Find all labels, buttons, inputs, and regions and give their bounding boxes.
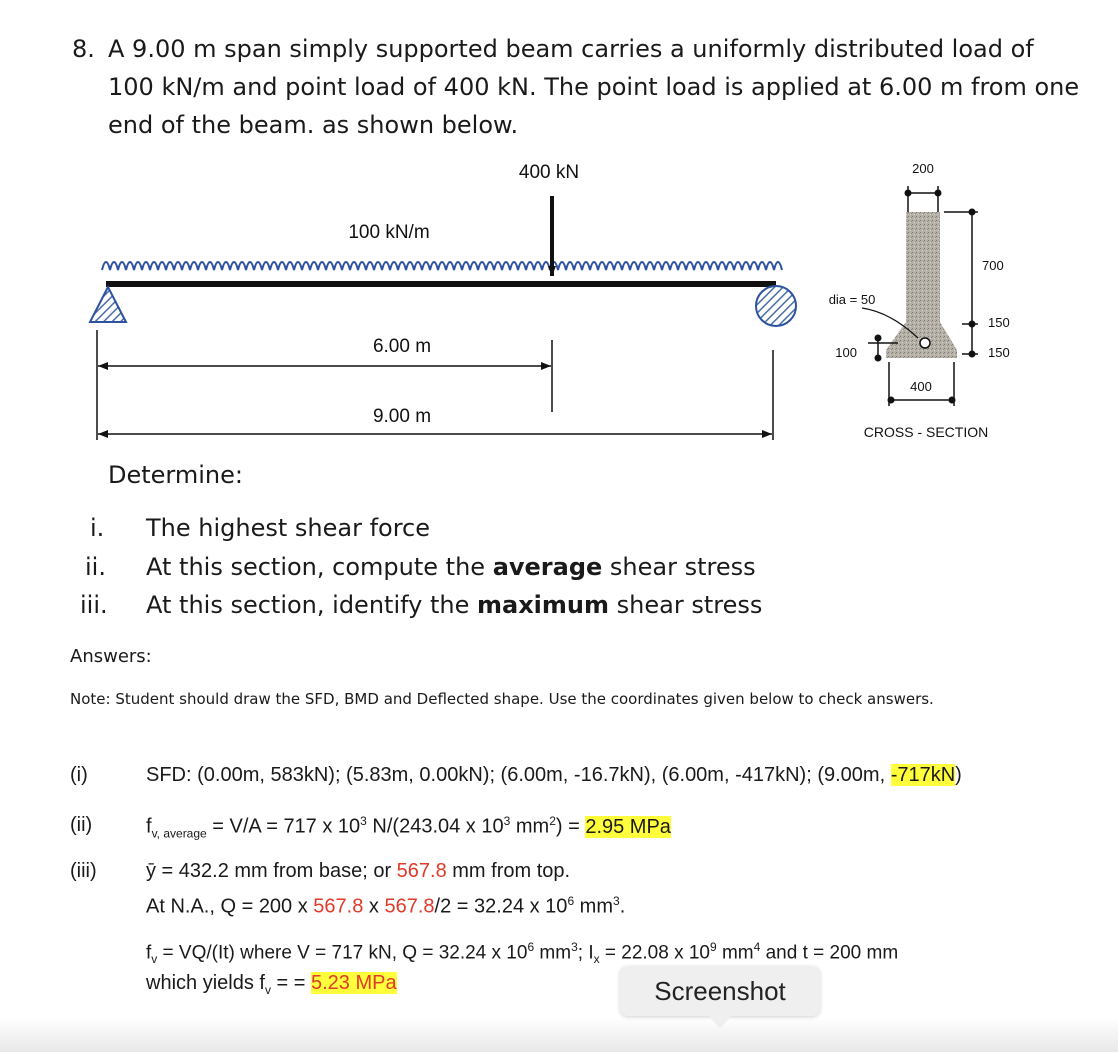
determine-num-1: i. — [90, 514, 105, 542]
section-top-width: 200 — [912, 161, 934, 176]
answer-iii-label: (iii) — [70, 860, 97, 882]
cross-section — [829, 161, 1010, 440]
answers-heading: Answers: — [70, 646, 152, 667]
roller-support — [756, 286, 796, 326]
determine-item-3: At this section, identify the maximum shear stress — [146, 591, 763, 619]
point-load-label: 400 kN — [518, 162, 580, 183]
section-haunch: 150 — [988, 315, 1010, 330]
section-cover: 100 — [835, 345, 857, 360]
section-web-height: 700 — [982, 258, 1004, 273]
determine-item-1: The highest shear force — [146, 514, 431, 542]
question-line-1: A 9.00 m span simply supported beam carries a uniformly distributed load of — [108, 35, 1034, 63]
answer-i: SFD: (0.00m, 583kN); (5.83m, 0.00kN); (6.00m, -16.7kN), (6.00m, -417kN); (9.00m, -717kN) — [146, 764, 962, 786]
section-base-width: 400 — [910, 379, 932, 394]
section-shape — [886, 212, 957, 358]
answer-i-label: (i) — [70, 764, 88, 786]
answer-ii-label: (ii) — [70, 814, 93, 836]
determine-heading: Determine: — [108, 461, 243, 489]
answer-iii-line-4: which yields $f_v$ = = 5.23 MPa — [146, 972, 397, 997]
determine-num-2: ii. — [85, 553, 106, 581]
question-number: 8. — [72, 35, 95, 63]
question-line-2: 100 kN/m and point load of 400 kN. The point load is applied at 6.00 m from one — [108, 73, 1080, 101]
dim-label-6m: 6.00 m — [372, 336, 432, 357]
udl-load-line — [102, 262, 782, 270]
answer-iii-line-3: $f_v = VQ/(It)$ where V = 717 kN, Q = 32.24 x $10^6$ $mm^3$; $I_x = 22.08$ x $10^9$ $mm^4$ and t = 200 mm — [146, 940, 899, 967]
udl-label: 100 kN/m — [348, 222, 430, 243]
determine-num-3: iii. — [80, 591, 108, 619]
dim-label-9m: 9.00 m — [372, 406, 432, 427]
determine-item-2: At this section, compute the average shear stress — [146, 553, 756, 581]
question-line-3: end of the beam. as shown below. — [108, 111, 519, 139]
answer-ii: $f_{v, average} = V/A = 717$ x $10^3$ N/(243.04 x $10^3$ $mm^2) = 2.95$ MPa — [146, 814, 671, 841]
answers-note: Note: Student should draw the SFD, BMD and Deflected shape. Use the coordinates given below to check answers. — [70, 690, 934, 708]
beam-diagram — [0, 0, 1118, 470]
section-caption: CROSS - SECTION — [863, 424, 989, 440]
section-dia: dia = 50 — [828, 292, 876, 307]
rebar — [920, 338, 930, 348]
answer-iii-line-1: ȳ = 432.2 mm from base; or 567.8 mm from top. — [146, 860, 571, 882]
tooltip-arrow — [708, 1015, 732, 1029]
screenshot-tooltip[interactable]: Screenshot — [620, 966, 820, 1016]
bottom-shade — [0, 1018, 1118, 1052]
pin-support — [90, 287, 126, 322]
answer-iii-line-2: At N.A., Q = 200 x 567.8 x 567.8/2 = 32.24 x $10^6$ $mm^3$. — [146, 894, 626, 918]
section-bottom: 150 — [988, 345, 1010, 360]
beam — [106, 281, 776, 287]
